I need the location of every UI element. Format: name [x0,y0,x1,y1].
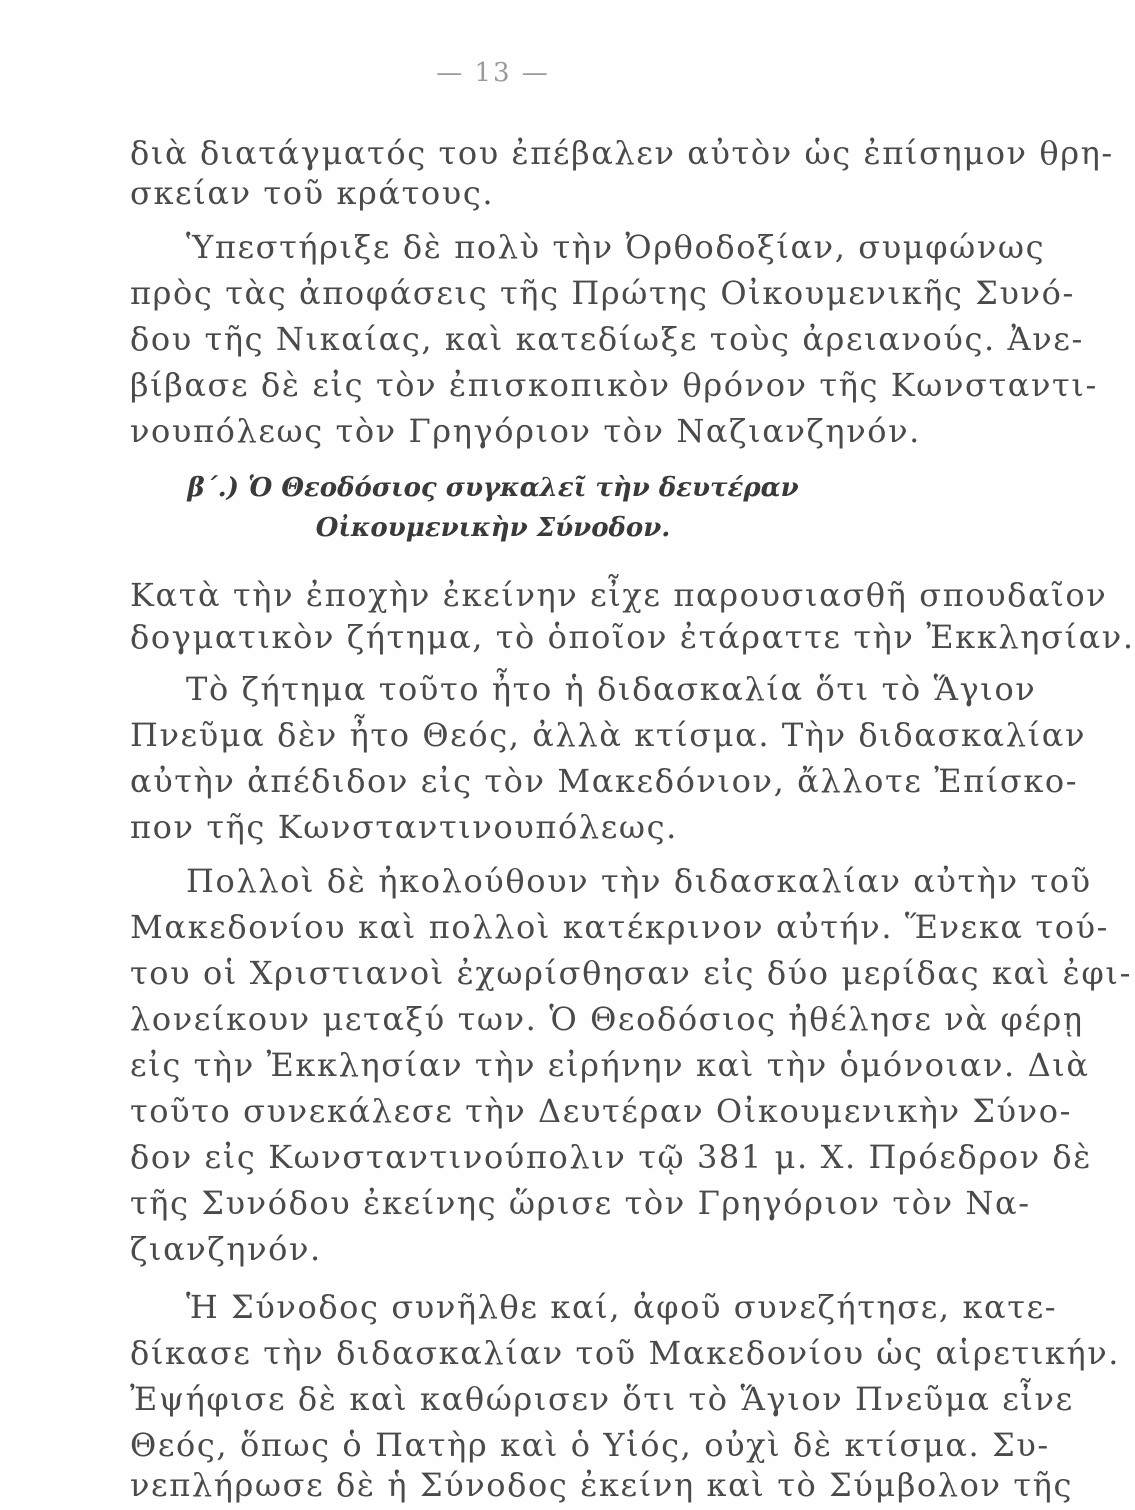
text-line: αὐτὴν ἀπέδιδον εἰς τὸν Μακεδόνιον, ἄλλοτε Ἐπίσκο- [130,762,1079,800]
section-heading-continued: Οἰκουμενικὴν Σύνοδον. [315,513,671,543]
text-line: πον τῆς Κωνσταντινουπόλεως. [130,808,678,846]
text-line: Τὸ ζήτημα τοῦτο ἦτο ἡ διδασκαλία ὅτι τὸ Ἅγιον [186,670,1037,708]
text-line: ζιανζηνόν. [130,1230,322,1268]
text-line: νεπλήρωσε δὲ ἡ Σύνοδος ἐκείνη καὶ τὸ Σύμβολον τῆς [130,1466,1073,1504]
text-line: τῆς Συνόδου ἐκείνης ὥρισε τὸν Γρηγόριον τὸν Να- [130,1184,1031,1222]
text-line: Ἐψήφισε δὲ καὶ καθώρισεν ὅτι τὸ Ἅγιον Πνεῦμα εἶνε [130,1380,1074,1418]
text-line: διὰ διατάγματός του ἐπέβαλεν αὐτὸν ὡς ἐπίσημον θρη- [130,134,1114,172]
text-line: Κατὰ τὴν ἐποχὴν ἐκείνην εἶχε παρουσιασθῆ σπουδαῖον [130,576,1108,614]
text-line: βίβασε δὲ εἰς τὸν ἐπισκοπικὸν θρόνον τῆς Κωνσταντι- [130,366,1098,404]
text-line: λονείκουν μεταξύ των. Ὁ Θεοδόσιος ἠθέλησε νὰ φέρῃ [130,1000,1084,1038]
text-line: Πολλοὶ δὲ ἠκολούθουν τὴν διδασκαλίαν αὐτὴν τοῦ [186,862,1092,900]
text-line: δίκασε τὴν διδασκαλίαν τοῦ Μακεδονίου ὡς αἱρετικήν. [130,1334,1121,1372]
page-number: — 13 — [436,58,550,88]
text-line: δον εἰς Κωνσταντινούπολιν τῷ 381 μ. Χ. Πρόεδρον δὲ [130,1138,1093,1176]
text-line: εἰς τὴν Ἐκκλησίαν τὴν εἰρήνην καὶ τὴν ὁμόνοιαν. Διὰ [130,1046,1090,1084]
text-line: Θεός, ὅπως ὁ Πατὴρ καὶ ὁ Υἱός, οὐχὶ δὲ κτίσμα. Συ- [130,1426,1050,1464]
text-line: σκείαν τοῦ κράτους. [130,174,495,212]
text-line: τοῦτο συνεκάλεσε τὴν Δευτέραν Οἰκουμενικὴν Σύνο- [130,1092,1073,1130]
text-line: Ὑπεστήριξε δὲ πολὺ τὴν Ὀρθοδοξίαν, συμφώνως [186,228,1046,266]
text-line: του οἱ Χριστιανοὶ ἐχωρίσθησαν εἰς δύο μερίδας καὶ ἐφι- [130,954,1132,992]
text-line: Μακεδονίου καὶ πολλοὶ κατέκρινον αὐτήν. Ἕνεκα τού- [130,908,1110,946]
text-line: δου τῆς Νικαίας, καὶ κατεδίωξε τοὺς ἀρειανούς. Ἀνε- [130,320,1084,358]
text-line: δογματικὸν ζήτημα, τὸ ὁποῖον ἐτάραττε τὴν Ἐκκλησίαν. [130,618,1135,656]
text-line: νουπόλεως τὸν Γρηγόριον τὸν Ναζιανζηνόν. [130,412,921,450]
text-line: πρὸς τὰς ἀποφάσεις τῆς Πρώτης Οἰκουμενικῆς Συνό- [130,274,1075,312]
text-line: Ἡ Σύνοδος συνῆλθε καί, ἀφοῦ συνεζήτησε, κατε- [186,1288,1058,1326]
text-line: Πνεῦμα δὲν ἦτο Θεός, ἀλλὰ κτίσμα. Τὴν διδασκαλίαν [130,716,1087,754]
section-heading: β΄.) Ὁ Θεοδόσιος συγκαλεῖ τὴν δευτέραν [187,473,799,503]
